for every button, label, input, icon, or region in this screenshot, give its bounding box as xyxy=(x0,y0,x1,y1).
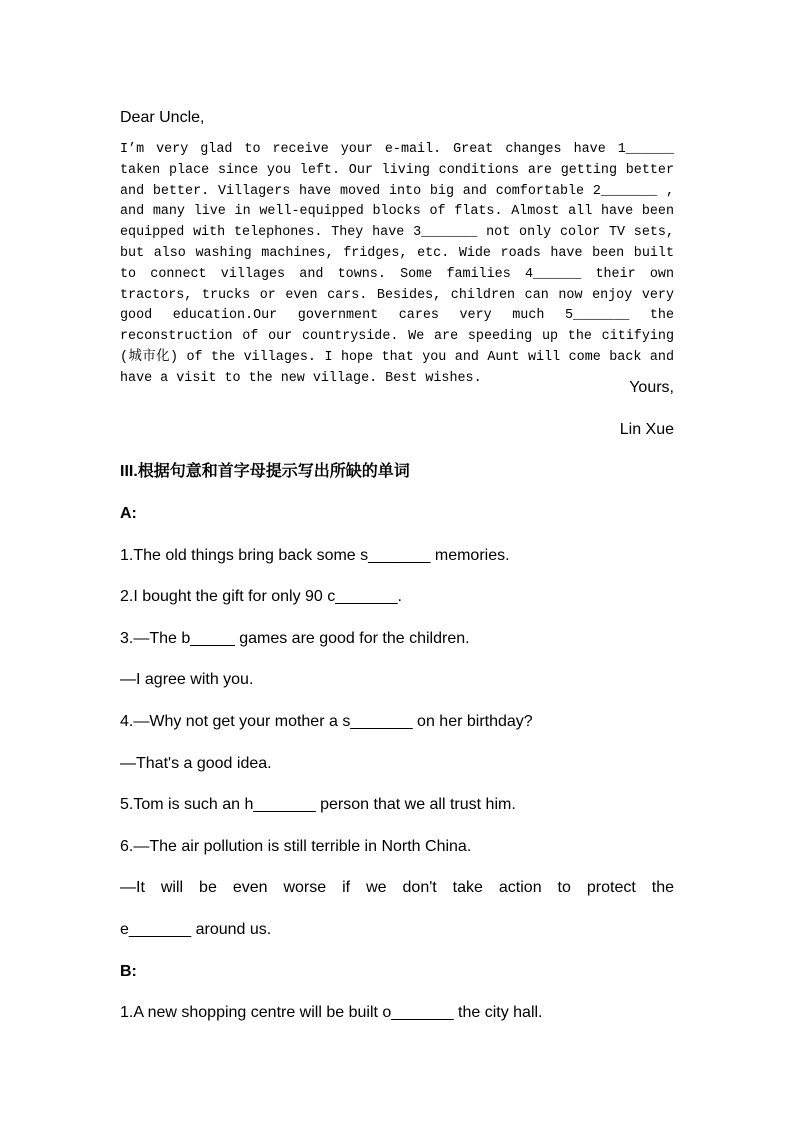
exercise-line: 1.A new shopping centre will be built o_______ the city hall. xyxy=(120,1004,543,1021)
exercise-line: 3.—The b_____ games are good for the children. xyxy=(120,630,470,647)
exercise-line: 4.—Why not get your mother a s_______ on her birthday? xyxy=(120,713,533,730)
exercise-line: 2.I bought the gift for only 90 c_______. xyxy=(120,588,402,605)
exercise-line: —It will be even worse if we don't take action to protect the xyxy=(120,879,674,896)
section-title: III.根据句意和首字母提示写出所缺的单词 xyxy=(120,463,410,480)
exercise-line: 1.The old things bring back some s_______ memories. xyxy=(120,547,510,564)
letter-signature: Lin Xue xyxy=(619,421,674,438)
exercise-line: 6.—The air pollution is still terrible in North China. xyxy=(120,838,472,855)
letter-body: I’m very glad to receive your e-mail. Great changes have 1______ taken place since you left. Our living conditions are getting better and better. Villagers have moved into big and comfortable 2_______ , and many live in well-equipped blocks of flats. Almost all have been equipped with telephones. They have 3_______ not only color TV sets, but also washing machines, fridges, etc. Wide roads have been built to connect villages and towns. Some families 4______ their own tractors, trucks or even cars. Besides, children can now enjoy very good education.Our government cares very much 5_______ the reconstruction of our countryside. We are speeding up the citifying (城市化) of the villages. I hope that you and Aunt will come back and have a visit to the new village. Best wishes. xyxy=(120,142,674,386)
letter-closing: Yours, xyxy=(629,379,674,396)
letter-greeting: Dear Uncle, xyxy=(120,109,205,126)
part-a-label: A: xyxy=(120,505,137,522)
exercise-line: —That's a good idea. xyxy=(120,755,272,772)
exercise-line: e_______ around us. xyxy=(120,921,272,938)
exercise-line: 5.Tom is such an h_______ person that we all trust him. xyxy=(120,796,516,813)
document-page xyxy=(120,0,674,1123)
exercise-line: —I agree with you. xyxy=(120,671,254,688)
part-b-label: B: xyxy=(120,963,137,980)
